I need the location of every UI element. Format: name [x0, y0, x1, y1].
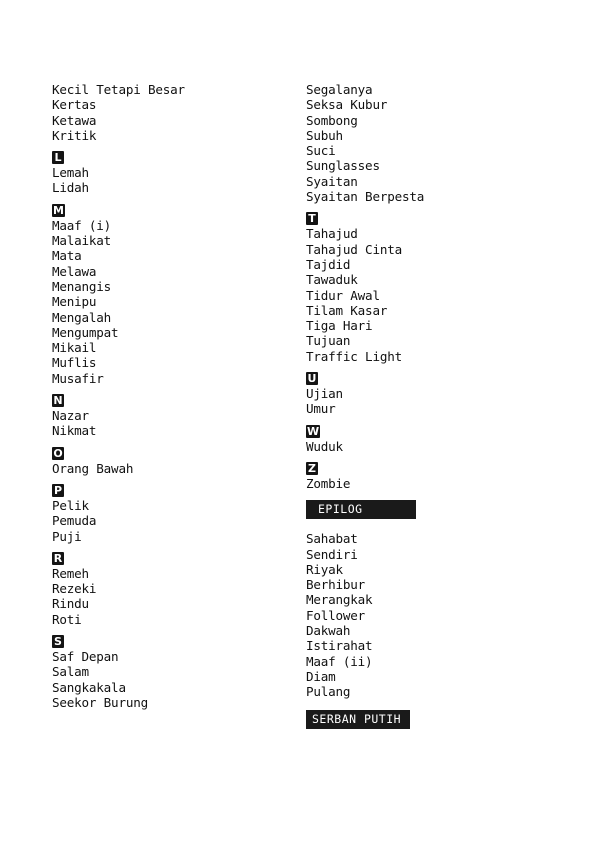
toc-entry: Menangis — [52, 278, 112, 294]
section-band-serban-putih: SERBAN PUTIH — [306, 710, 410, 729]
toc-entry: Kecil Tetapi Besar — [52, 82, 185, 97]
toc-entry: Syaitan — [306, 173, 358, 189]
toc-entry: Roti — [52, 611, 82, 627]
toc-entry: Segalanya — [306, 82, 373, 97]
toc-entry: Tahajud — [306, 226, 358, 242]
toc-entry: Sunglasses — [306, 158, 380, 174]
toc-group-k — [52, 82, 292, 143]
toc-entry: Pelik — [52, 497, 89, 513]
toc-group-n — [52, 386, 292, 439]
toc-entry: Tahajud Cinta — [306, 241, 402, 257]
toc-entry: Musafir — [52, 370, 104, 386]
toc-entry: Subuh — [306, 127, 343, 143]
toc-group-s — [52, 627, 292, 710]
toc-entry: Suci — [306, 143, 336, 159]
toc-entry: Maaf (ii) — [306, 653, 373, 669]
toc-right-column — [306, 82, 586, 741]
letter-heading-u: U — [307, 372, 317, 386]
toc-entry: Wuduk — [306, 438, 343, 454]
toc-entry: Saf Depan — [52, 649, 119, 665]
toc-group-u — [306, 364, 586, 417]
toc-entry: Rezeki — [52, 581, 97, 597]
toc-entry: Nikmat — [52, 423, 97, 439]
toc-entry: Tidur Awal — [306, 287, 380, 303]
toc-entry: Pulang — [306, 684, 351, 700]
toc-entry: Zombie — [306, 475, 351, 491]
toc-entry: Muflis — [52, 355, 97, 371]
toc-entry: Puji — [52, 528, 82, 544]
letter-heading-r: R — [53, 551, 63, 565]
toc-entry: Follower — [306, 607, 366, 623]
toc-entry: Mengumpat — [52, 324, 119, 340]
toc-entry: Tujuan — [306, 333, 351, 349]
toc-entry: Sombong — [306, 112, 358, 128]
toc-entry: Kritik — [52, 127, 97, 143]
toc-entry: Rindu — [52, 596, 89, 612]
toc-entry: Sangkakala — [52, 679, 126, 695]
toc-entry: Orang Bawah — [52, 460, 134, 476]
toc-entry: Pemuda — [52, 513, 97, 529]
letter-heading-p: P — [53, 483, 63, 497]
toc-group-epilog — [306, 531, 586, 699]
toc-entry: Istirahat — [306, 638, 373, 654]
toc-entry: Lidah — [52, 180, 89, 196]
toc-group-m — [52, 196, 292, 386]
letter-heading-t: T — [306, 212, 318, 225]
toc-entry: Malaikat — [52, 233, 112, 249]
toc-group-o — [52, 439, 292, 476]
toc-entry: Melawa — [52, 263, 97, 279]
toc-entry: Menipu — [52, 294, 97, 310]
letter-heading-w: W — [307, 424, 320, 438]
toc-entry: Tiga Hari — [306, 318, 373, 334]
toc-entry: Seksa Kubur — [306, 97, 388, 113]
letter-heading-z: Z — [306, 462, 318, 475]
toc-group-z — [306, 454, 586, 491]
section-band-epilog: EPILOG — [306, 500, 416, 519]
toc-group-t — [306, 204, 586, 364]
toc-entry: Mata — [52, 248, 82, 264]
toc-group-p — [52, 476, 292, 544]
toc-entry: Nazar — [52, 408, 89, 424]
toc-entry: Tawaduk — [306, 272, 358, 288]
toc-entry: Syaitan Berpesta — [306, 189, 425, 205]
toc-entry: Salam — [52, 664, 89, 680]
toc-entry: Kertas — [52, 97, 97, 113]
toc-entry: Ketawa — [52, 112, 97, 128]
toc-entry: Lemah — [52, 165, 89, 181]
toc-entry: Berhibur — [306, 577, 366, 593]
toc-entry: Tilam Kasar — [306, 302, 388, 318]
toc-entry: Sendiri — [306, 546, 358, 562]
toc-group-l — [52, 143, 292, 196]
toc-entry: Traffic Light — [306, 348, 402, 364]
letter-heading-o: O — [53, 446, 63, 460]
toc-entry: Remeh — [52, 565, 89, 581]
toc-entry: Umur — [306, 401, 336, 417]
toc-group-r — [52, 544, 292, 627]
letter-heading-s: S — [52, 635, 64, 648]
toc-group-s-cont — [306, 82, 586, 204]
toc-entry: Maaf (i) — [52, 217, 112, 233]
toc-entry: Diam — [306, 668, 336, 684]
toc-entry: Ujian — [306, 386, 343, 402]
toc-entry: Tajdid — [306, 256, 351, 272]
letter-heading-m: M — [53, 203, 64, 217]
toc-entry: Merangkak — [306, 592, 373, 608]
toc-entry: Riyak — [306, 561, 343, 577]
letter-heading-n: N — [53, 394, 63, 408]
toc-left-column — [52, 82, 292, 710]
letter-heading-l: L — [52, 151, 64, 164]
toc-group-w — [306, 417, 586, 454]
toc-entry: Dakwah — [306, 623, 351, 639]
toc-entry: Sahabat — [306, 531, 358, 547]
toc-entry: Seekor Burung — [52, 694, 148, 710]
toc-entry: Mengalah — [52, 309, 112, 325]
toc-entry: Mikail — [52, 340, 97, 356]
